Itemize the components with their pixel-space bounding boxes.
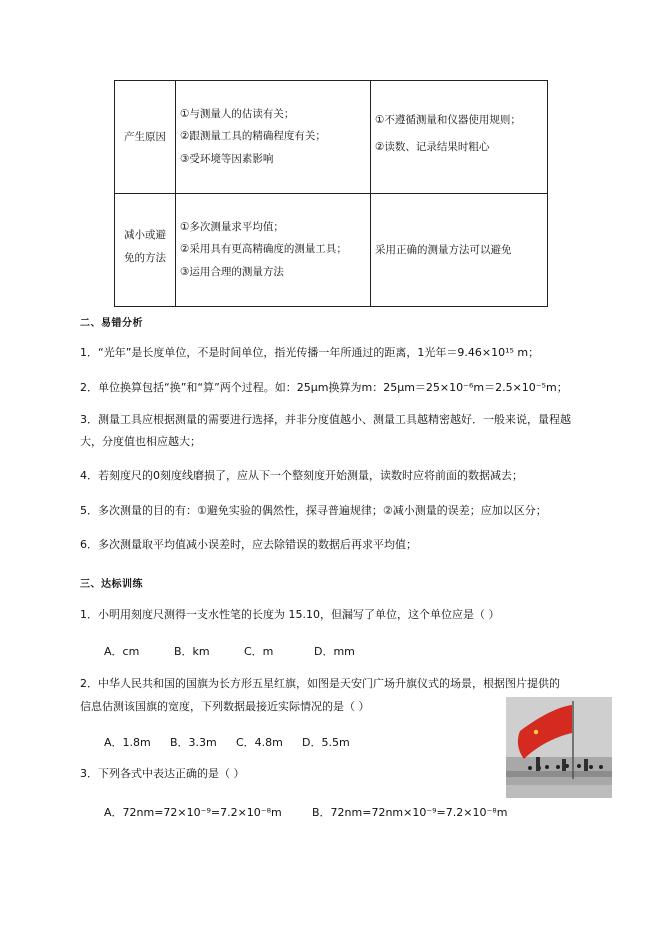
question-2-options [104,734,350,750]
option-b: B．km [174,645,210,658]
option-d: D．5.5m [302,736,350,749]
option-c: C．m [244,645,274,658]
analysis-item: 5．多次测量的目的有：①避免实验的偶然性，探寻普遍规律；②减小测量的误差；应加以区分； [80,504,547,517]
row-header: 减小或避 免的方法 [115,194,176,307]
analysis-item: 2．单位换算包括“换”和“算”两个过程。如：25μm换算为m：25μm＝25×10⁻⁶m＝2.5×10⁻⁵m； [80,381,568,394]
option-c: C．4.8m [236,736,283,749]
analysis-item: 4．若刻度尺的0刻度线磨损了，应从下一个整刻度开始测量，读数时应将前面的数据减去； [80,469,523,482]
cell-line: ③受环境等因素影响 [180,152,274,165]
mistake-avoid-cell [371,194,548,307]
option-b: B．3.3m [170,736,217,749]
error-comparison-table [114,80,548,307]
option-a: A．72nm=72×10⁻⁹=7.2×10⁻⁸m [104,806,282,819]
analysis-item: 3．测量工具应根据测量的需要进行选择，并非分度值越小、测量工具越精密越好．一般来说，量程越大，分度值也相应越大； [80,413,571,448]
question-2-stem-cont: 信息估测该国旗的宽度，下列数据最接近实际情况的是（ ） [80,700,370,713]
table-row [115,81,548,194]
error-causes-cell [176,81,371,194]
question-3-options [104,804,507,820]
analysis-item: 1．“光年”是长度单位，不是时间单位，指光传播一年所通过的距离，1光年＝9.46×10¹⁵ m； [80,346,540,359]
flag-raising-illustration [506,697,612,798]
question-1-options [104,643,355,659]
option-a: A．1.8m [104,736,151,749]
cell-line: ①多次测量求平均值； [180,220,284,233]
option-a: A．cm [104,645,140,658]
mistake-causes-cell [371,81,548,194]
table-row [115,194,548,307]
cell-line: ②读数、记录结果时粗心 [375,141,490,153]
option-b: B．72nm=72nm×10⁻⁹=7.2×10⁻⁸m [312,806,508,819]
row-header: 产生原因 [115,81,176,194]
cell-line: ③运用合理的测量方法 [180,265,284,278]
cell-line: 采用正确的测量方法可以避免 [375,243,512,256]
question-1-stem: 1．小明用刻度尺测得一支水性笔的长度为 15.10，但漏写了单位，这个单位应是（ ） [80,608,500,621]
flag-raising-photo [506,697,612,798]
section-title-error-analysis: 二、易错分析 [80,318,143,329]
error-reduction-cell [176,194,371,307]
cell-line: ①不遵循测量和仪器使用规则； [375,114,521,127]
question-2-stem: 2．中华人民共和国的国旗为长方形五星红旗，如图是天安门广场升旗仪式的场景，根据图片提供的 [80,677,560,690]
question-3-stem: 3．下列各式中表达正确的是（ ） [80,767,245,780]
cell-line: ②采用具有更高精确度的测量工具； [180,243,347,256]
option-d: D．mm [314,645,355,658]
cell-line: ①与测量人的估读有关； [180,107,295,120]
cell-line: ②跟测量工具的精确程度有关； [180,130,326,143]
section-title-practice: 三、达标训练 [80,579,143,590]
analysis-item: 6．多次测量取平均值减小误差时，应去除错误的数据后再求平均值； [80,538,417,551]
